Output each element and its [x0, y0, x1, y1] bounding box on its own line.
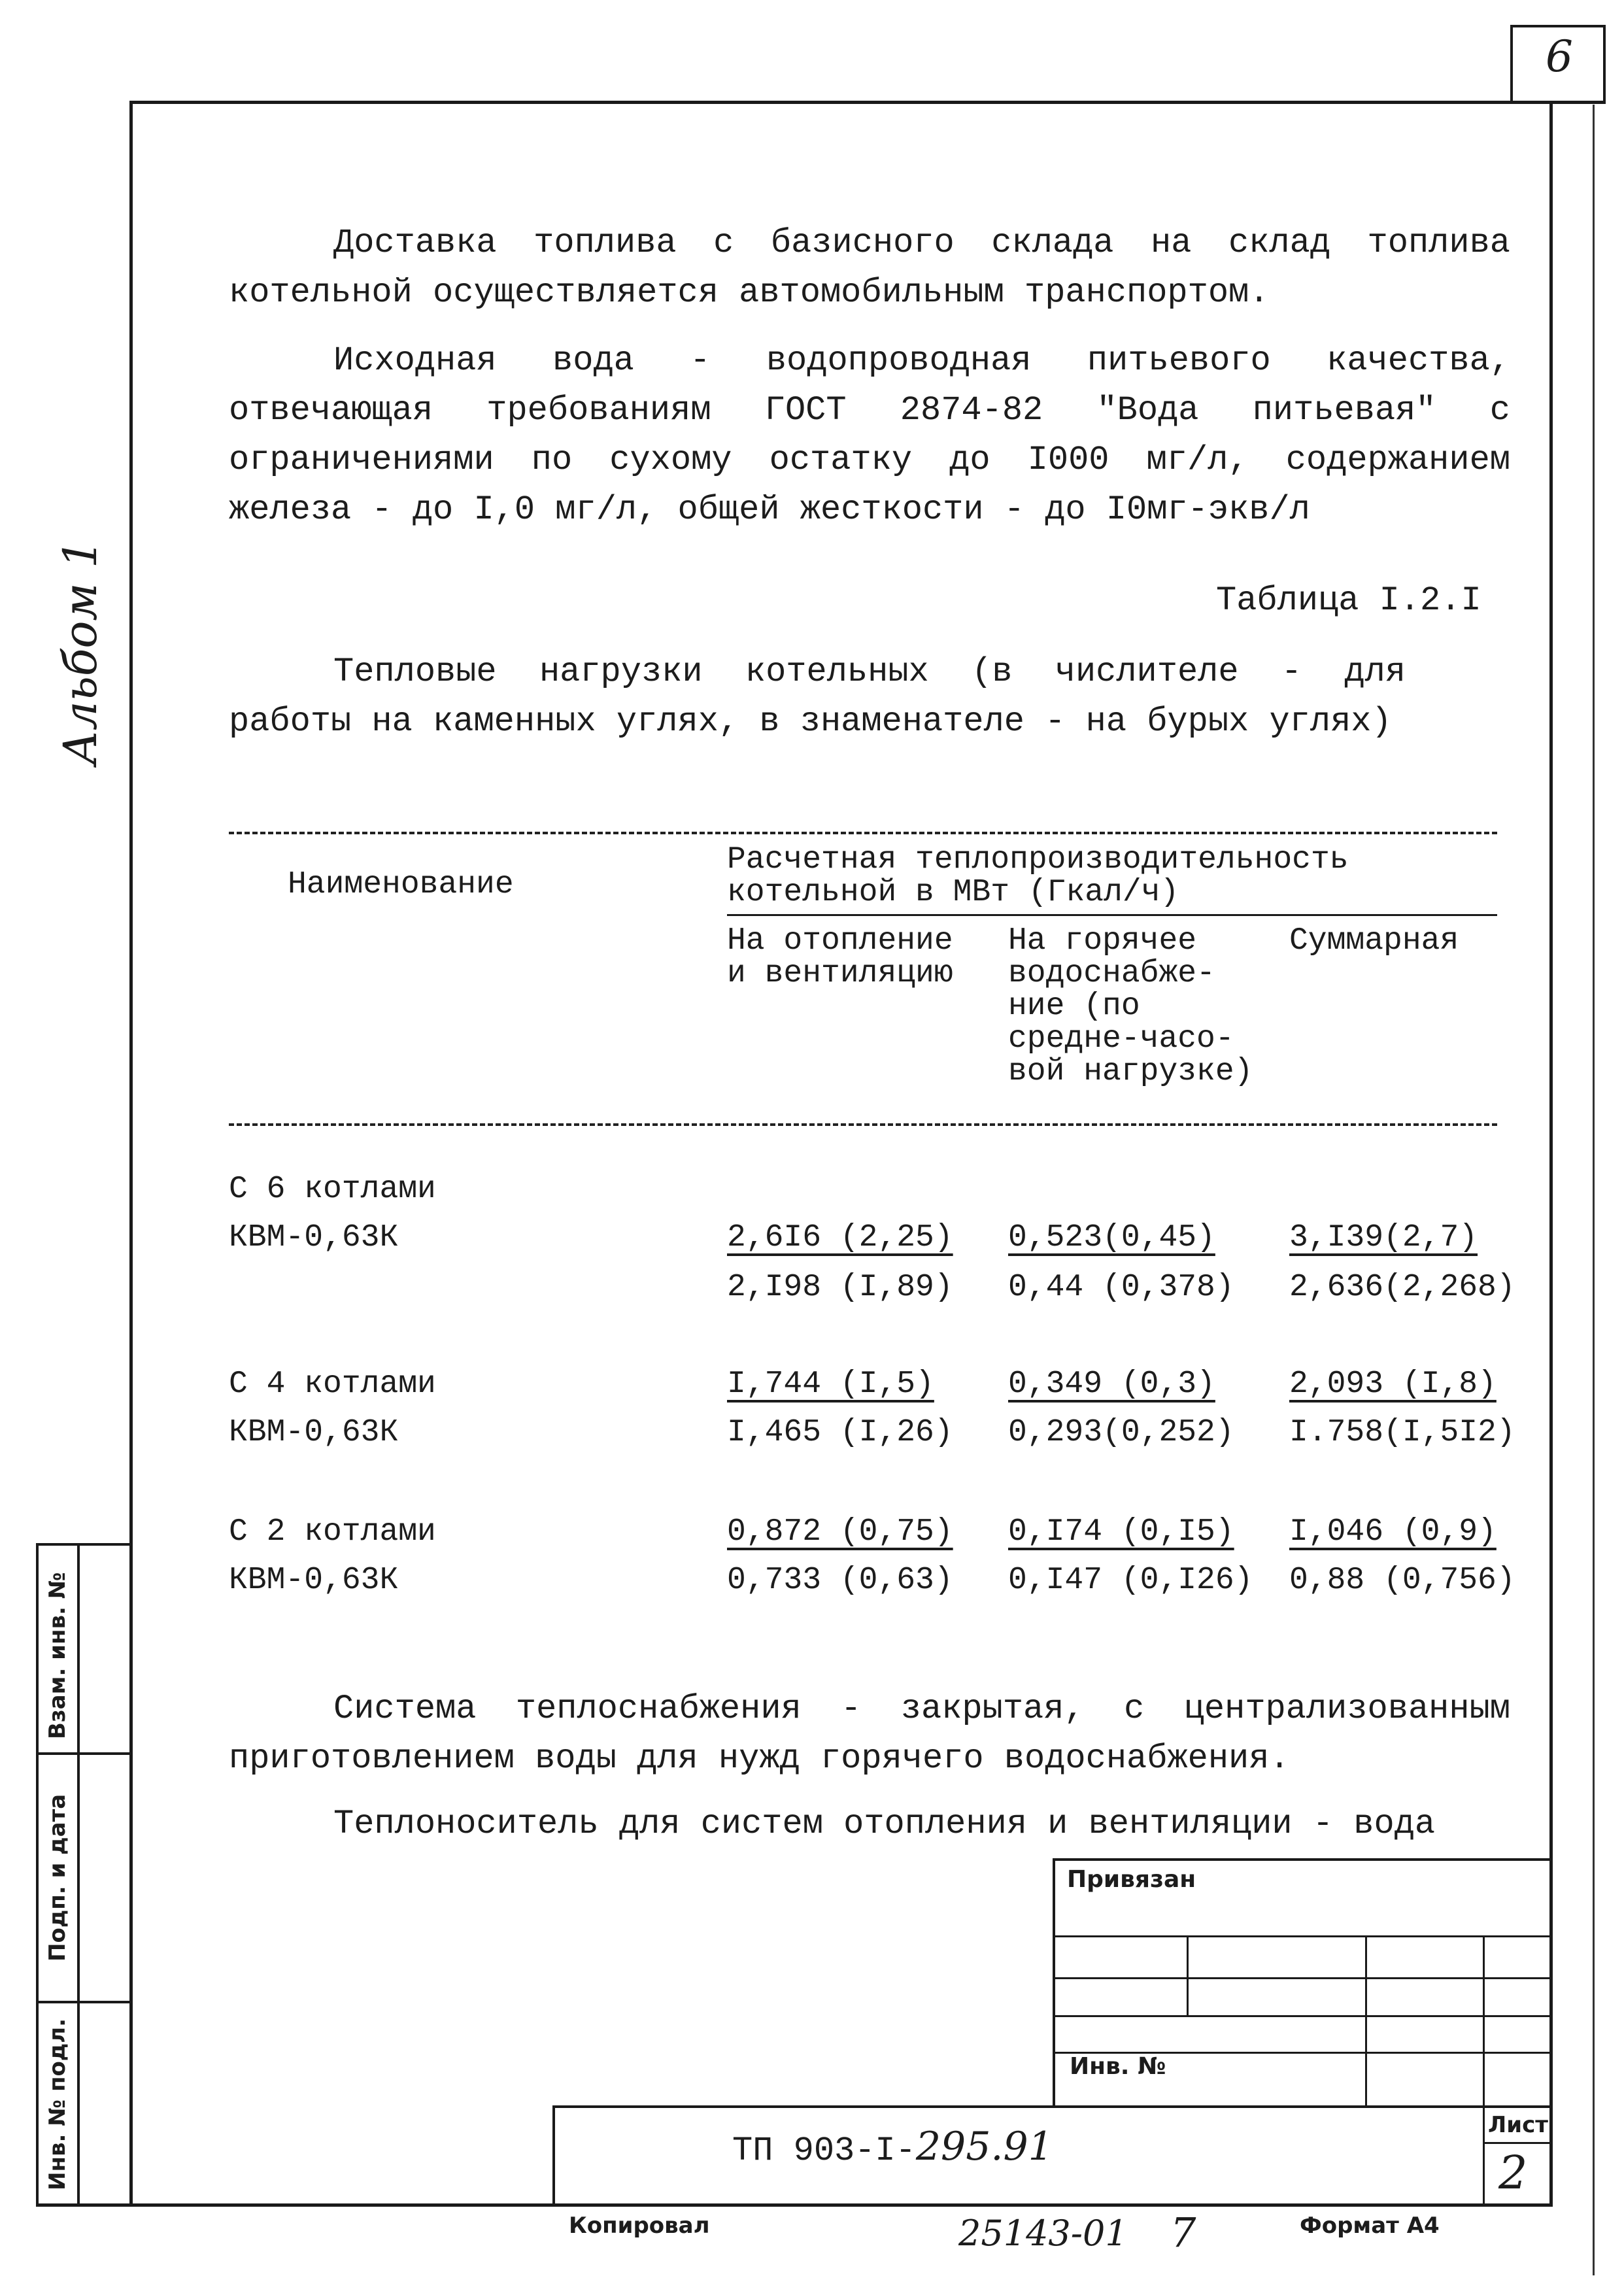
doc-code-handwritten: 295.91 [915, 2124, 1053, 2169]
header-col-total: Суммарная [1289, 923, 1459, 959]
side-box-div1 [36, 1752, 133, 1755]
row3-num-total: I,046 (0,9) [1289, 1514, 1497, 1550]
table-top-rule [229, 832, 1497, 834]
frame-top [129, 101, 1606, 104]
header-col-heating: На отопление и вентиляцию [727, 923, 953, 991]
header-group-rule [727, 914, 1497, 916]
paragraph-heat-carrier: Теплоноситель для систем отопления и вентиляции - вода [333, 1805, 1436, 1843]
row2-den-heating: I,465 (I,26) [727, 1415, 953, 1450]
row3-num-hot-water: 0,I74 (0,I5) [1008, 1514, 1234, 1550]
row2-num-total: 2,093 (I,8) [1289, 1367, 1497, 1402]
stamp-list-label: Лист [1488, 2112, 1548, 2138]
stamp-list-divider [1483, 2142, 1553, 2144]
table-header-rule [229, 1123, 1497, 1126]
row1-name: С 6 котлами [229, 1172, 436, 1207]
row2-num-hot-water: 0,349 (0,3) [1008, 1367, 1215, 1402]
frame-bottom [36, 2203, 1553, 2207]
side-box-top [36, 1543, 133, 1546]
row3-den-hot-water: 0,I47 (0,I26) [1008, 1563, 1253, 1598]
row3-den-total: 0,88 (0,756) [1289, 1563, 1515, 1598]
header-col-hot-water: На горячее водоснабже- ние (по средне-часо- вой нагрузке) [1008, 923, 1253, 1089]
side-box-left [36, 1543, 39, 2207]
stamp-grid-v2 [1365, 1935, 1367, 2107]
stamp-privyazan-top [1053, 1858, 1553, 1861]
album-label: Альбом 1 [54, 539, 107, 765]
page-edge-right [1593, 105, 1595, 2275]
row1-den-heating: 2,I98 (I,89) [727, 1270, 953, 1305]
stamp-grid-v1 [1187, 1935, 1189, 2015]
row3-num-heating: 0,872 (0,75) [727, 1514, 953, 1550]
stamp-grid-h3 [1053, 2015, 1553, 2017]
page-number: 6 [1546, 31, 1573, 82]
paragraph-heat-supply: Система теплоснабжения - закрытая, с централизованным приготовлением воды для нужд горячего водоснабжения. [229, 1690, 1510, 1778]
row1-model: КВМ-0,63К [229, 1220, 399, 1255]
stamp-grid-v3 [1483, 1935, 1485, 2203]
row3-model: КВМ-0,63К [229, 1563, 399, 1598]
stamp-grid-h2 [1053, 1977, 1553, 1979]
stamp-grid-h1 [1053, 1935, 1553, 1937]
table-caption: Тепловые нагрузки котельных (в числителе - для работы на каменных углях, в знаменателе - на бурых углях) [229, 653, 1406, 741]
header-name: Наименование [288, 867, 514, 902]
side-label-inv-podl: Инв. № подл. [44, 2018, 71, 2190]
row2-den-hot-water: 0,293(0,252) [1008, 1415, 1234, 1450]
footer-hand-digit: 7 [1170, 2209, 1196, 2256]
row1-den-hot-water: 0,44 (0,378) [1008, 1270, 1234, 1305]
table-label: Таблица I.2.I [1216, 581, 1481, 620]
stamp-privyazan: Привязан [1067, 1866, 1196, 1893]
footer-kopiroval: Копировал [569, 2213, 710, 2239]
row1-num-hot-water: 0,523(0,45) [1008, 1220, 1215, 1255]
stamp-doc-code [732, 2124, 1053, 2175]
stamp-list-number: 2 [1498, 2146, 1528, 2200]
row2-name: С 4 котлами [229, 1367, 436, 1402]
side-box-div2 [36, 2001, 133, 2003]
header-group: Расчетная теплопроизводительность котельной в МВт (Гкал/ч) [727, 842, 1349, 910]
footer-format: Формат А4 [1300, 2213, 1440, 2239]
stamp-inv-no: Инв. № [1070, 2053, 1166, 2080]
row2-den-total: I.758(I,5I2) [1289, 1415, 1515, 1450]
row1-num-heating: 2,6I6 (2,25) [727, 1220, 953, 1255]
row3-den-heating: 0,733 (0,63) [727, 1563, 953, 1598]
frame-page-number-left [1510, 25, 1513, 103]
side-label-podp: Подп. и дата [44, 1794, 71, 1962]
stamp-main-top [552, 2105, 1553, 2108]
row2-model: КВМ-0,63К [229, 1415, 399, 1450]
paragraph-source-water: Исходная вода - водопроводная питьевого качества, отвечающая требованиям ГОСТ 2874-82 "Вода питьевая" с ограничениями по сухому остатку до I000 мг/л, содержанием железа - до I,0 мг/л, общей жесткости - до I0мг-экв/л [229, 341, 1510, 529]
row3-name: С 2 котлами [229, 1514, 436, 1550]
side-label-vzam: Взам. инв. № [44, 1572, 71, 1739]
frame-top-outer [1510, 25, 1606, 27]
footer-hand-number: 25143-01 [958, 2213, 1128, 2254]
frame-right [1549, 101, 1553, 2206]
side-box-right [77, 1543, 80, 2207]
stamp-main-left [552, 2105, 555, 2207]
row1-num-total: 3,I39(2,7) [1289, 1220, 1478, 1255]
frame-left [129, 101, 133, 2206]
row2-num-heating: I,744 (I,5) [727, 1367, 934, 1402]
row1-den-total: 2,636(2,268) [1289, 1270, 1515, 1305]
frame-right-outer [1603, 25, 1606, 102]
paragraph-fuel-delivery: Доставка топлива с базисного склада на склад топлива котельной осуществляется автомобильным транспортом. [229, 224, 1510, 312]
doc-code-typed: ТП 903-I- [732, 2132, 916, 2170]
stamp-privyazan-left [1053, 1858, 1055, 2107]
